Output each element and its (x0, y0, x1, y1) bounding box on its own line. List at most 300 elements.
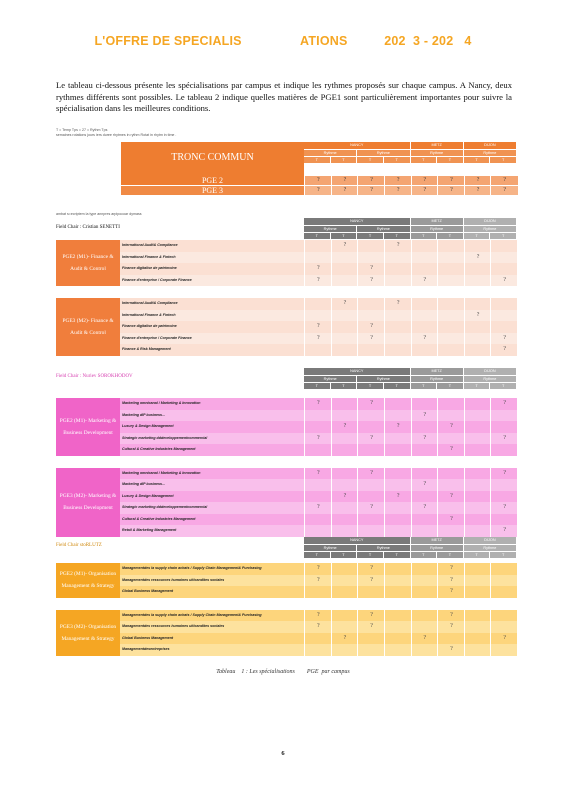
campus-cell (437, 344, 465, 356)
campus-cell: ? (384, 186, 412, 195)
campus-cell (490, 644, 518, 656)
campus-cell (411, 491, 439, 503)
campus-cell (411, 468, 439, 480)
campus-cell: ? (411, 186, 439, 195)
period-label: T (331, 551, 358, 558)
campus-cell (384, 633, 412, 645)
campus-cell: ? (331, 186, 359, 195)
campus-cell (331, 586, 359, 598)
campus-cell (490, 263, 518, 275)
campus-cell (464, 275, 492, 287)
specialisation-name: Managementdes ressources humaines ulticandites sociales (122, 624, 225, 628)
rythm-label: Rythme (411, 225, 464, 232)
campus-cell: ? (304, 563, 332, 575)
campus-cell (331, 252, 359, 264)
campus-cell (331, 479, 359, 491)
campus-name: METZ (411, 218, 464, 225)
campus-cell: ? (437, 491, 465, 503)
campus-cell (437, 479, 465, 491)
specialisation-name: Cultural & Creative Industries Management (122, 516, 196, 521)
period-label: T (464, 551, 491, 558)
campus-cell (304, 514, 332, 526)
campus-cell (411, 344, 439, 356)
page-number: 6 (281, 750, 285, 757)
campus-cell (411, 252, 439, 264)
campus-cell (437, 525, 465, 537)
campus-cell: ? (437, 621, 465, 633)
campus-cell: ? (304, 502, 332, 514)
campus-cell (490, 586, 518, 598)
campus-name: METZ (411, 142, 464, 149)
campus-cell (384, 252, 412, 264)
tronc-commun-row-label: PGE 2 (121, 176, 304, 185)
campus-cell (304, 633, 332, 645)
tronc-commun-row (121, 186, 517, 195)
campus-cell (437, 298, 465, 310)
campus-cell (490, 610, 518, 622)
campus-cell (384, 514, 412, 526)
campus-cell: ? (411, 433, 439, 445)
campus-cell (411, 621, 439, 633)
specialisation-name: Luxury & Design Management (122, 424, 174, 428)
campus-cell: ? (490, 525, 518, 537)
specialisation-name: Finance digitalise de patrimoine (122, 266, 177, 270)
campus-cell (464, 621, 492, 633)
campus-cell: ? (304, 176, 332, 185)
campus-name: METZ (411, 537, 464, 544)
period-label: T (357, 551, 384, 558)
campus-cell: ? (490, 333, 518, 345)
specialisation-row (120, 525, 517, 538)
campus-cell (464, 333, 492, 345)
program-block (56, 610, 517, 656)
campus-cell (411, 240, 439, 252)
specialisation-name: Finance & Risk Management (122, 347, 171, 351)
campus-cell (490, 491, 518, 503)
specialisation-name: Managementdesentreprises (122, 647, 170, 651)
strategy-field-chair: Field Chair stoRLUTZ (56, 543, 102, 548)
campus-cell: ? (357, 186, 385, 195)
campus-cell (437, 433, 465, 445)
program-label: PGE3 (M2)- Finance & Audit & Control (56, 298, 120, 356)
campus-cell (384, 398, 412, 410)
campus-cell (384, 433, 412, 445)
campus-cell: ? (357, 176, 385, 185)
campus-header-finance (304, 218, 517, 239)
campus-cell (411, 514, 439, 526)
campus-cell: ? (357, 433, 385, 445)
specialisation-name: Global Business Management (122, 589, 174, 593)
marketing-field-chair: Field Chair : Nuriev SOROKHODOV (56, 374, 133, 379)
campus-cell (464, 468, 492, 480)
campus-cell (490, 321, 518, 333)
campus-cell (357, 479, 385, 491)
campus-cell (411, 644, 439, 656)
period-label: T (331, 156, 358, 163)
rythm-label: Rythme (464, 149, 517, 156)
campus-cell (331, 263, 359, 275)
specialisation-name: Finance d'entreprise / Corporate Finance (122, 277, 192, 282)
campus-cell (490, 252, 518, 264)
campus-cell: ? (304, 321, 332, 333)
campus-cell: ? (384, 421, 412, 433)
specialisation-name: Managementdes la supply chain achats / Supply Chain Management& Purchasing (122, 612, 262, 617)
campus-cell: ? (331, 421, 359, 433)
campus-cell (304, 421, 332, 433)
campus-cell (304, 525, 332, 537)
campus-cell (384, 310, 412, 322)
period-label: T (357, 382, 384, 389)
program-label: PGE2 (M1)- Marketing & Business Development (56, 398, 120, 456)
campus-cell: ? (437, 421, 465, 433)
campus-cell: ? (357, 621, 385, 633)
rythm-label: Rythme (357, 225, 410, 232)
tronc-commun-row-label: PGE 3 (121, 186, 304, 195)
program-label: PGE3 (M2)- Organisation Management & Strategy (56, 610, 120, 656)
campus-cell (411, 298, 439, 310)
period-label: T (411, 232, 438, 239)
campus-name: DIJON (464, 218, 517, 225)
campus-cell: ? (357, 333, 385, 345)
campus-cell (437, 240, 465, 252)
campus-cell (357, 410, 385, 422)
campus-cell (331, 610, 359, 622)
campus-cell: ? (331, 240, 359, 252)
campus-cell (464, 610, 492, 622)
campus-cell: ? (490, 275, 518, 287)
campus-cell (357, 240, 385, 252)
campus-cell: ? (304, 186, 332, 195)
campus-cell: ? (384, 240, 412, 252)
campus-cell (464, 433, 492, 445)
period-label: T (490, 551, 517, 558)
campus-cell (384, 275, 412, 287)
rythm-label: Rythme (304, 149, 357, 156)
campus-cell (304, 410, 332, 422)
specialisation-name: Marketing dIP business... (122, 412, 166, 417)
campus-cell (331, 514, 359, 526)
specialisation-name: Retail & Marketing Management (122, 528, 177, 532)
specialisation-row (120, 344, 517, 357)
period-label: T (304, 156, 331, 163)
campus-cell (331, 344, 359, 356)
campus-cell: ? (331, 176, 359, 185)
campus-cell: ? (437, 644, 465, 656)
campus-cell (304, 310, 332, 322)
campus-cell: ? (411, 275, 439, 287)
period-label: T (437, 156, 464, 163)
program-label: PGE2 (M1)- Organisation Management & Strategy (56, 563, 120, 598)
campus-cell: ? (411, 502, 439, 514)
period-label: T (384, 232, 411, 239)
campus-cell: ? (464, 186, 492, 195)
campus-name: NANCY (304, 218, 411, 225)
specialisation-row (120, 444, 517, 457)
campus-cell (437, 333, 465, 345)
period-label: T (304, 551, 331, 558)
campus-cell (304, 586, 332, 598)
campus-cell (411, 263, 439, 275)
campus-cell (384, 333, 412, 345)
period-label: T (437, 382, 464, 389)
campus-cell (357, 514, 385, 526)
campus-cell: ? (357, 563, 385, 575)
campus-cell (464, 240, 492, 252)
campus-cell: ? (304, 398, 332, 410)
campus-cell (411, 444, 439, 456)
campus-cell (490, 421, 518, 433)
campus-cell: ? (331, 491, 359, 503)
period-label: T (384, 551, 411, 558)
campus-cell (357, 421, 385, 433)
campus-cell (411, 421, 439, 433)
campus-cell: ? (411, 633, 439, 645)
campus-cell (331, 398, 359, 410)
program-block (56, 563, 517, 598)
campus-cell (490, 298, 518, 310)
rythm-label: Rythme (357, 544, 410, 551)
specialisation-name: Marketing dIP business... (122, 482, 166, 486)
campus-cell (331, 333, 359, 345)
campus-cell (304, 344, 332, 356)
campus-cell (464, 575, 492, 587)
campus-cell (331, 644, 359, 656)
campus-cell (490, 410, 518, 422)
rythm-label: Rythme (464, 544, 517, 551)
program-label: PGE3 (M2)- Marketing & Business Development (56, 468, 120, 537)
campus-cell (384, 586, 412, 598)
specialisation-name: International Audit& Compliance (122, 301, 178, 305)
period-label: T (464, 156, 491, 163)
campus-cell (490, 479, 518, 491)
campus-cell: ? (437, 575, 465, 587)
campus-cell (384, 610, 412, 622)
campus-cell: ? (304, 575, 332, 587)
specialisation-name: Finance d'entreprise / Corporate Finance (122, 335, 192, 340)
campus-name: METZ (411, 368, 464, 375)
campus-name: NANCY (304, 142, 411, 149)
campus-name: DIJON (464, 537, 517, 544)
specialisation-row (120, 586, 517, 599)
campus-cell (464, 644, 492, 656)
campus-cell (490, 621, 518, 633)
campus-name: DIJON (464, 368, 517, 375)
campus-cell (411, 525, 439, 537)
campus-cell (357, 586, 385, 598)
campus-cell: ? (304, 468, 332, 480)
rythm-label: Rythme (464, 375, 517, 382)
program-block (56, 398, 517, 456)
campus-cell (384, 263, 412, 275)
period-label: T (437, 551, 464, 558)
campus-cell (464, 514, 492, 526)
specialisation-name: Strategic marketing dddeveloppementcommercial (122, 435, 208, 440)
campus-cell (331, 563, 359, 575)
period-label: T (384, 156, 411, 163)
campus-name: DIJON (464, 142, 517, 149)
campus-cell (304, 479, 332, 491)
period-label: T (411, 551, 438, 558)
campus-cell (411, 398, 439, 410)
campus-cell (331, 621, 359, 633)
campus-cell (464, 491, 492, 503)
campus-name: NANCY (304, 368, 411, 375)
campus-cell (331, 575, 359, 587)
campus-cell: ? (384, 491, 412, 503)
campus-cell (384, 621, 412, 633)
period-label: T (304, 382, 331, 389)
period-label: T (437, 232, 464, 239)
program-block (56, 240, 517, 286)
campus-cell: ? (490, 502, 518, 514)
campus-cell: ? (357, 263, 385, 275)
campus-cell (437, 263, 465, 275)
campus-cell: ? (304, 610, 332, 622)
rythm-label: Rythme (304, 225, 357, 232)
campus-cell (464, 563, 492, 575)
campus-cell (464, 421, 492, 433)
campus-cell (304, 240, 332, 252)
specialisation-name: Managementdes ressources humaines ulticandites sociales (122, 577, 225, 582)
period-label: T (490, 382, 517, 389)
period-label: T (490, 232, 517, 239)
campus-cell: ? (437, 610, 465, 622)
campus-header-tronc-commun (304, 142, 517, 163)
campus-cell: ? (437, 444, 465, 456)
campus-cell (464, 398, 492, 410)
campus-cell: ? (357, 275, 385, 287)
period-label: T (411, 382, 438, 389)
campus-cell (357, 310, 385, 322)
campus-cell: ? (357, 321, 385, 333)
period-label: T (384, 382, 411, 389)
campus-cell (331, 502, 359, 514)
campus-cell: ? (490, 186, 518, 195)
campus-cell (384, 563, 412, 575)
campus-cell (331, 275, 359, 287)
intro-paragraph (56, 80, 512, 115)
campus-cell (411, 610, 439, 622)
campus-cell (384, 479, 412, 491)
campus-cell (304, 298, 332, 310)
specialisation-row (120, 644, 517, 657)
page-title: L'OFFRE DE SPECIALIS ATIONS 202 3 - 202 4 (94, 34, 472, 48)
campus-name: NANCY (304, 537, 411, 544)
rythm-label: Rythme (304, 544, 357, 551)
campus-cell (357, 344, 385, 356)
rythm-label: Rythme (357, 149, 410, 156)
rythm-label: Rythme (411, 375, 464, 382)
campus-cell (437, 398, 465, 410)
campus-cell: ? (411, 333, 439, 345)
campus-cell (357, 444, 385, 456)
campus-cell (384, 575, 412, 587)
campus-cell (437, 633, 465, 645)
campus-cell: ? (490, 344, 518, 356)
campus-cell (357, 633, 385, 645)
campus-cell (331, 410, 359, 422)
period-label: T (411, 156, 438, 163)
campus-cell (464, 586, 492, 598)
finance-field-chair: Field Chair : Cristian SENETTI (56, 225, 120, 230)
campus-cell (384, 344, 412, 356)
period-label: T (490, 156, 517, 163)
campus-cell: ? (437, 176, 465, 185)
specialisation-name: International Finance & Fintech (122, 312, 176, 317)
campus-header-strategy (304, 537, 517, 558)
intro-text: Le tableau ci-dessous présente les spécialisations par campus et indique les rythmes proposés sur chaque campus. A Nancy, deux rythmes différents sont possibles. Le tableau 2 indique quelles matières de PGE1 sont particulièrement importantes pour suivre la spécialisation dans les meilleures conditions. (56, 80, 512, 113)
specialisation-name: Strategic marketing dddeveloppementcommercial (122, 505, 208, 509)
campus-cell: ? (304, 275, 332, 287)
campus-cell (331, 321, 359, 333)
campus-cell (331, 468, 359, 480)
campus-cell (490, 563, 518, 575)
period-label: T (331, 232, 358, 239)
campus-cell: ? (357, 398, 385, 410)
campus-cell: ? (437, 586, 465, 598)
campus-cell (490, 575, 518, 587)
specialisation-row (120, 275, 517, 288)
campus-cell: ? (490, 398, 518, 410)
specialisation-name: Luxury & Design Management (122, 493, 174, 498)
campus-cell (464, 479, 492, 491)
campus-cell (411, 586, 439, 598)
campus-cell (384, 468, 412, 480)
campus-cell: ? (437, 186, 465, 195)
specialisation-name: Cultural & Creative Industries Management (122, 447, 196, 451)
legend-line-2: semaines rotations jours iers duree rhytmes in rythm Rotat in rhytm in time . (56, 133, 177, 137)
campus-cell: ? (490, 633, 518, 645)
campus-cell (437, 321, 465, 333)
campus-cell: ? (331, 633, 359, 645)
campus-cell (357, 644, 385, 656)
tronc-commun-label: TRONC COMMUN (121, 142, 304, 184)
campus-cell: ? (357, 575, 385, 587)
campus-cell: ? (384, 298, 412, 310)
section-note: ambat s=ecriptem la type annpres arpipocoar dymass (56, 212, 142, 216)
campus-cell (304, 252, 332, 264)
campus-cell: ? (331, 298, 359, 310)
campus-cell (411, 563, 439, 575)
campus-cell (490, 310, 518, 322)
period-label: T (464, 382, 491, 389)
campus-cell (490, 240, 518, 252)
campus-cell (331, 310, 359, 322)
specialisation-name: Global Business Management (122, 635, 174, 640)
specialisation-name: International Audit& Compliance (122, 243, 178, 247)
campus-cell: ? (357, 610, 385, 622)
campus-cell (384, 444, 412, 456)
campus-cell: ? (411, 410, 439, 422)
campus-cell (464, 298, 492, 310)
rythm-label: Rythme (357, 375, 410, 382)
campus-cell: ? (304, 263, 332, 275)
legend-line-1: T = Temp Tps = 27 = Rythm Tps (56, 128, 108, 132)
campus-cell (490, 514, 518, 526)
campus-cell (490, 444, 518, 456)
campus-cell: ? (304, 433, 332, 445)
campus-cell (437, 310, 465, 322)
specialisation-name: Marketing omnicanal / Marketing & Innovation (122, 401, 201, 405)
campus-cell (464, 263, 492, 275)
specialisation-name: Finance digitalise de patrimoine (122, 324, 177, 328)
campus-cell: ? (490, 176, 518, 185)
campus-cell (464, 410, 492, 422)
rythm-label: Rythme (411, 544, 464, 551)
campus-header-marketing (304, 368, 517, 389)
campus-cell: ? (357, 468, 385, 480)
campus-cell: ? (464, 252, 492, 264)
